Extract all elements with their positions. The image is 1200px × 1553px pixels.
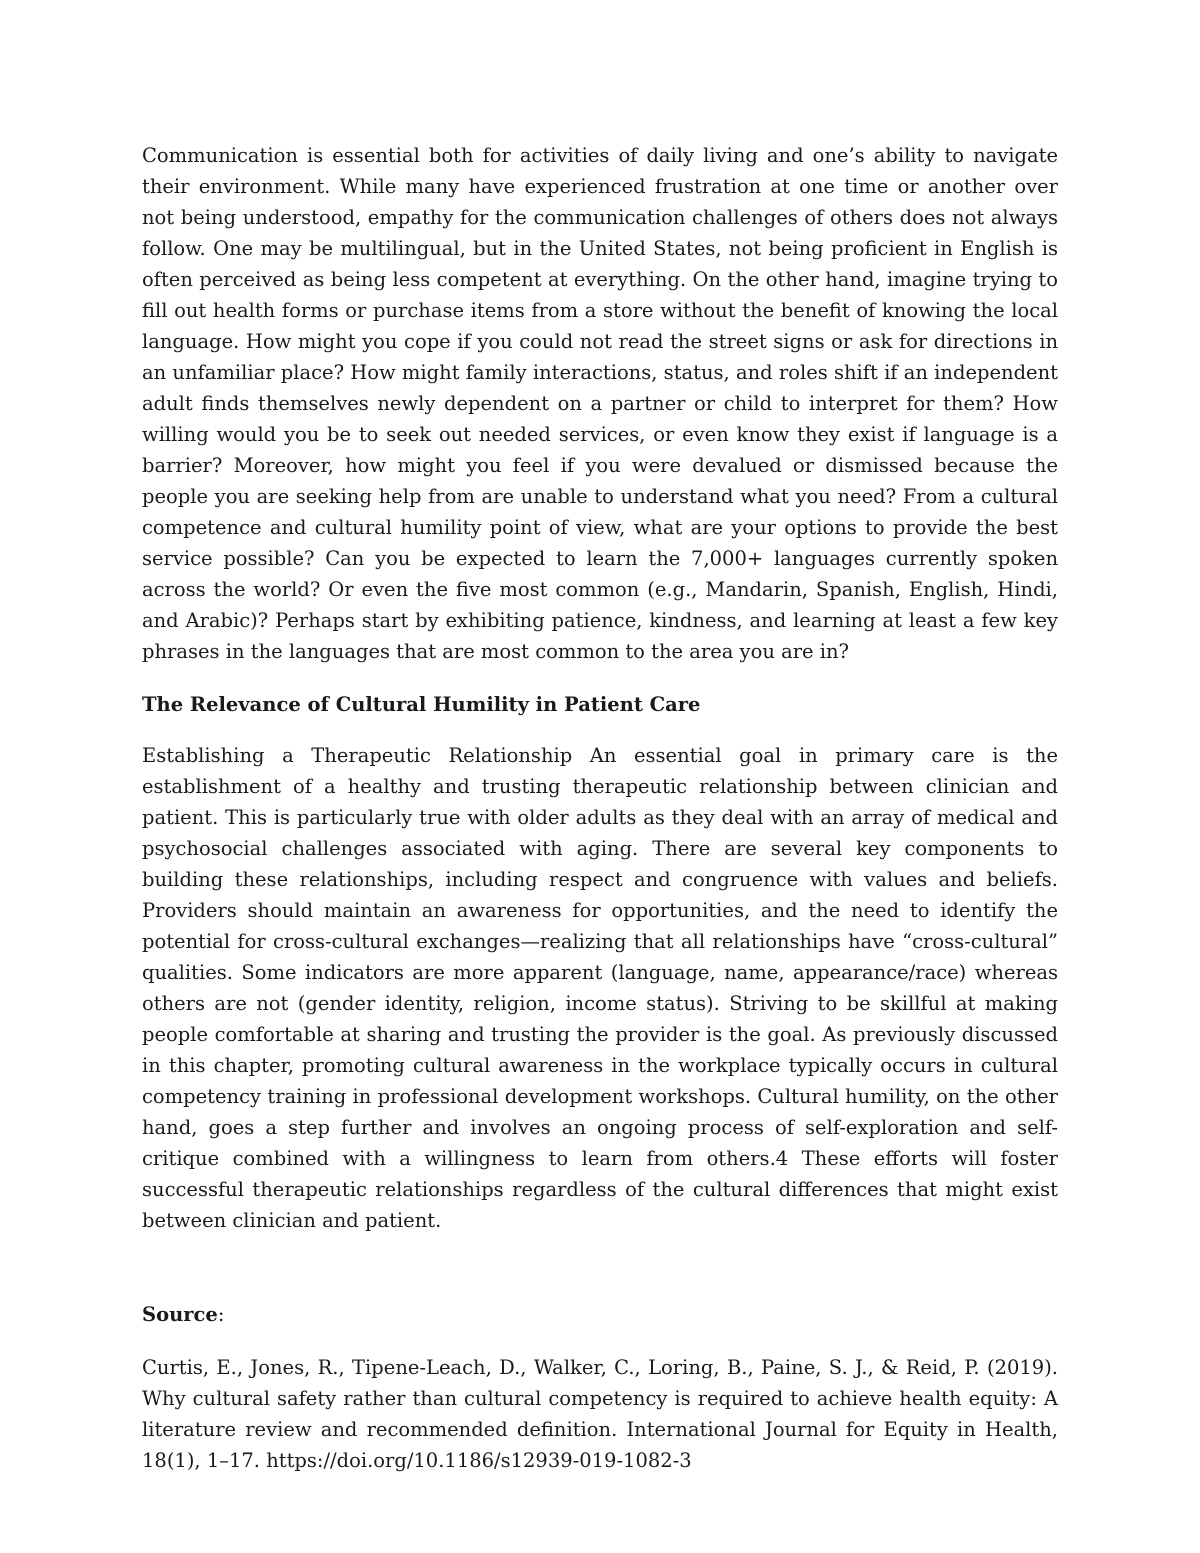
source-heading (142, 1299, 1058, 1330)
document-body (142, 140, 1058, 1476)
source-label: Source (142, 1303, 218, 1326)
source-colon: : (217, 1303, 225, 1326)
section-heading: The Relevance of Cultural Humility in Patient Care (142, 693, 701, 716)
intro-paragraph: Communication is essential both for activities of daily living and one’s ability to navigate their environment. While many have experienced frustration at one time or another over not being understood, empathy for the communication challenges of others does not always follow. One may be multilingual, but in the United States, not being proficient in English is often perceived as being less competent at everything. On the other hand, imagine trying to fill out health forms or purchase items from a store without the benefit of knowing the local language. How might you cope if you could not read the street signs or ask for directions in an unfamiliar place? How might family interactions, status, and roles shift if an independent adult finds themselves newly dependent on a partner or child to interpret for them? How willing would you be to seek out needed services, or even know they exist if language is a barrier? Moreover, how might you feel if you were devalued or dismissed because the people you are seeking help from are unable to understand what you need? From a cultural competence and cultural humility point of view, what are your options to provide the best service possible? Can you be expected to learn the 7,000+ languages currently spoken across the world? Or even the five most common (e.g., Mandarin, Spanish, English, Hindi, and Arabic)? Perhaps start by exhibiting patience, kindness, and learning at least a few key phrases in the languages that are most common to the area you are in? (142, 144, 1058, 663)
citation-paragraph: Curtis, E., Jones, R., Tipene-Leach, D., Walker, C., Loring, B., Paine, S. J., & Reid, P. (2019). Why cultural safety rather than cultural competency is required to achieve health equity: A literature review and recommended definition. International Journal for Equity in Health, 18(1), 1–17. https://doi.org/10.1186/s12939-019-1082-3 (142, 1356, 1058, 1472)
section-paragraph: Establishing a Therapeutic Relationship An essential goal in primary care is the establishment of a healthy and trusting therapeutic relationship between clinician and patient. This is particularly true with older adults as they deal with an array of medical and psychosocial challenges associated with aging. There are several key components to building these relationships, including respect and congruence with values and beliefs. Providers should maintain an awareness for opportunities, and the need to identify the potential for cross-cultural exchanges—realizing that all relationships have “cross-cultural” qualities. Some indicators are more apparent (language, name, appearance/race) whereas others are not (gender identity, religion, income status). Striving to be skillful at making people comfortable at sharing and trusting the provider is the goal. As previously discussed in this chapter, promoting cultural awareness in the workplace typically occurs in cultural competency training in professional development workshops. Cultural humility, on the other hand, goes a step further and involves an ongoing process of self-exploration and self-critique combined with a willingness to learn from others.4 These efforts will foster successful therapeutic relationships regardless of the cultural differences that might exist between clinician and patient. (142, 744, 1058, 1232)
